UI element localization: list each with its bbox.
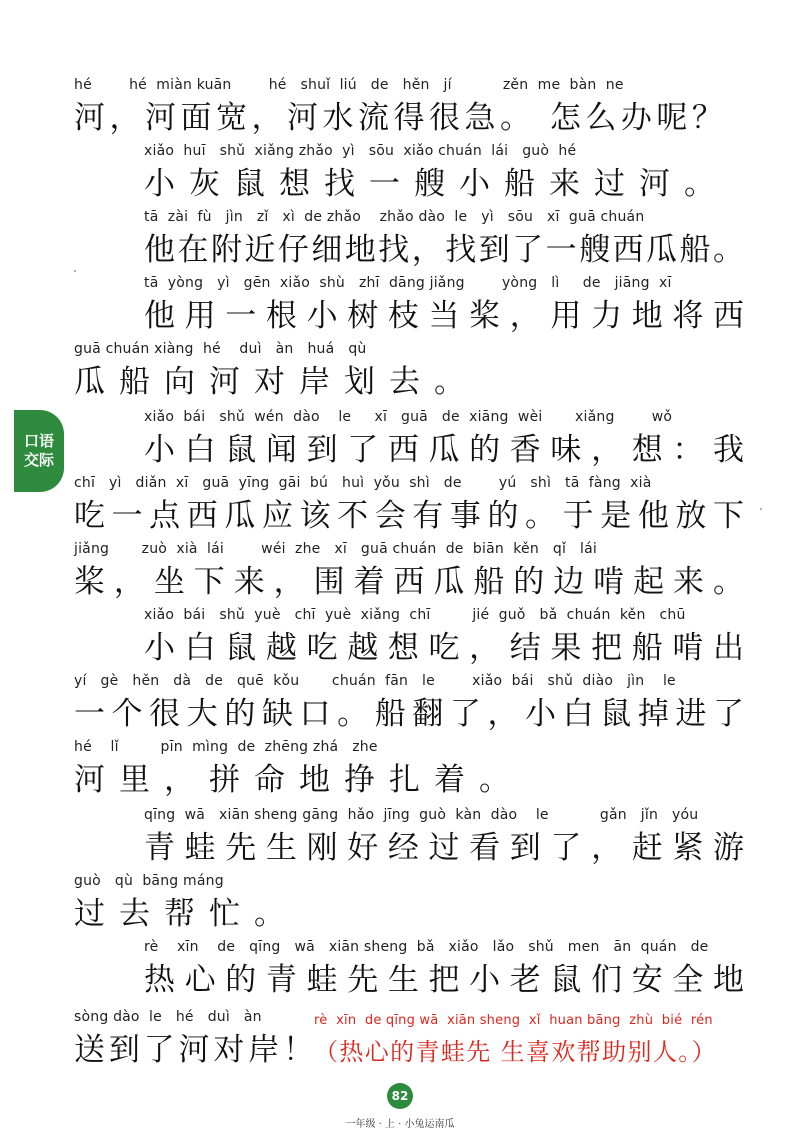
footer-book-title: 一年级 · 上 · 小兔运南瓜 bbox=[345, 1119, 455, 1130]
hanzi-row: 桨，坐下来，围着西瓜船的边啃起来。 bbox=[74, 564, 753, 600]
hanzi-row: 他在附近仔细地找，找到了一艘西瓜船。 bbox=[144, 232, 747, 268]
pinyin-row: hé hé miàn kuān hé shuǐ liú de hěn jí zěn me bàn ne bbox=[74, 77, 624, 93]
hanzi-row: 小灰鼠想找一艘小船来过河。 bbox=[144, 166, 729, 202]
hanzi-row: 送到了河对岸！ bbox=[74, 1032, 318, 1068]
text-line bbox=[144, 408, 754, 474]
tab-label-line1: 口语 bbox=[23, 432, 54, 450]
text-line bbox=[74, 540, 753, 606]
text-line bbox=[74, 340, 744, 406]
pinyin-row: qīng wā xiān sheng gāng hǎo jīng guò kàn dào le gǎn jǐn yóu bbox=[144, 807, 699, 823]
oral-communication-tab bbox=[14, 410, 64, 492]
page-number-badge: 82 bbox=[387, 1083, 413, 1109]
text-line bbox=[74, 76, 744, 142]
text-line bbox=[144, 142, 744, 208]
text-line bbox=[74, 738, 744, 804]
hanzi-row: 小白鼠越吃越想吃，结果把船啃出 bbox=[144, 630, 754, 666]
text-line bbox=[144, 806, 754, 872]
text-line bbox=[74, 474, 751, 540]
pinyin-row: hé lǐ pīn mìng de zhēng zhá zhe bbox=[74, 739, 378, 755]
moral-note-pinyin: rè xīn de qīng wā xiān sheng xǐ huan bāng zhù bié rén bbox=[314, 1013, 713, 1028]
tab-label-line2: 交际 bbox=[23, 451, 54, 469]
pinyin-row: rè xīn de qīng wā xiān sheng bǎ xiǎo lǎo shǔ men ān quán de bbox=[144, 939, 709, 955]
pinyin-row: guò qù bāng máng bbox=[74, 873, 224, 889]
speck bbox=[760, 508, 762, 510]
pinyin-row: guā chuán xiàng hé duì àn huá qù bbox=[74, 341, 367, 357]
hanzi-row: 一个很大的缺口。船翻了，小白鼠掉进了 bbox=[74, 696, 751, 732]
text-line bbox=[144, 938, 754, 1004]
pinyin-row: xiǎo bái shǔ wén dào le xī guā de xiāng wèi xiǎng wǒ bbox=[144, 409, 673, 425]
hanzi-row: 河，河面宽，河水流得很急。 怎么办呢？ bbox=[74, 100, 728, 136]
hanzi-row: 河里，拼命地挣扎着。 bbox=[74, 762, 524, 798]
hanzi-row: 小白鼠闻到了西瓜的香味，想：我 bbox=[144, 432, 754, 468]
text-line bbox=[144, 606, 754, 672]
text-line bbox=[144, 274, 754, 340]
moral-note bbox=[314, 1012, 744, 1078]
hanzi-row: 热心的青蛙先生把小老鼠们安全地 bbox=[144, 962, 754, 998]
pinyin-row: tā yòng yì gēn xiǎo shù zhī dāng jiǎng yòng lì de jiāng xī bbox=[144, 275, 672, 291]
pinyin-row: tā zài fù jìn zǐ xì de zhǎo zhǎo dào le yì sōu xī guā chuán bbox=[144, 209, 645, 225]
text-line bbox=[74, 872, 744, 938]
hanzi-row: 吃一点西瓜应该不会有事的。于是他放下 bbox=[74, 498, 751, 534]
pinyin-row: xiǎo huī shǔ xiǎng zhǎo yì sōu xiǎo chuán lái guò hé bbox=[144, 143, 577, 159]
speck bbox=[74, 270, 76, 272]
moral-note-hanzi: （热心的青蛙先 生喜欢帮助别人。） bbox=[314, 1038, 718, 1066]
hanzi-row: 瓜船向河对岸划去。 bbox=[74, 364, 479, 400]
pinyin-row: xiǎo bái shǔ yuè chī yuè xiǎng chī jié guǒ bǎ chuán kěn chū bbox=[144, 607, 686, 623]
hanzi-row: 他用一根小树枝当桨，用力地将西 bbox=[144, 298, 754, 334]
text-line bbox=[74, 672, 751, 738]
text-line bbox=[74, 1008, 318, 1074]
hanzi-row: 青蛙先生刚好经过看到了，赶紧游 bbox=[144, 830, 754, 866]
pinyin-row: yí gè hěn dà de quē kǒu chuán fān le xiǎo bái shǔ diào jìn le bbox=[74, 673, 676, 689]
pinyin-row: sòng dào le hé duì àn bbox=[74, 1009, 262, 1025]
text-line bbox=[144, 208, 747, 274]
pinyin-row: jiǎng zuò xià lái wéi zhe xī guā chuán de biān kěn qǐ lái bbox=[74, 541, 597, 557]
pinyin-row: chī yì diǎn xī guā yīng gāi bú huì yǒu shì de yú shì tā fàng xià bbox=[74, 475, 652, 491]
hanzi-row: 过去帮忙。 bbox=[74, 896, 299, 932]
